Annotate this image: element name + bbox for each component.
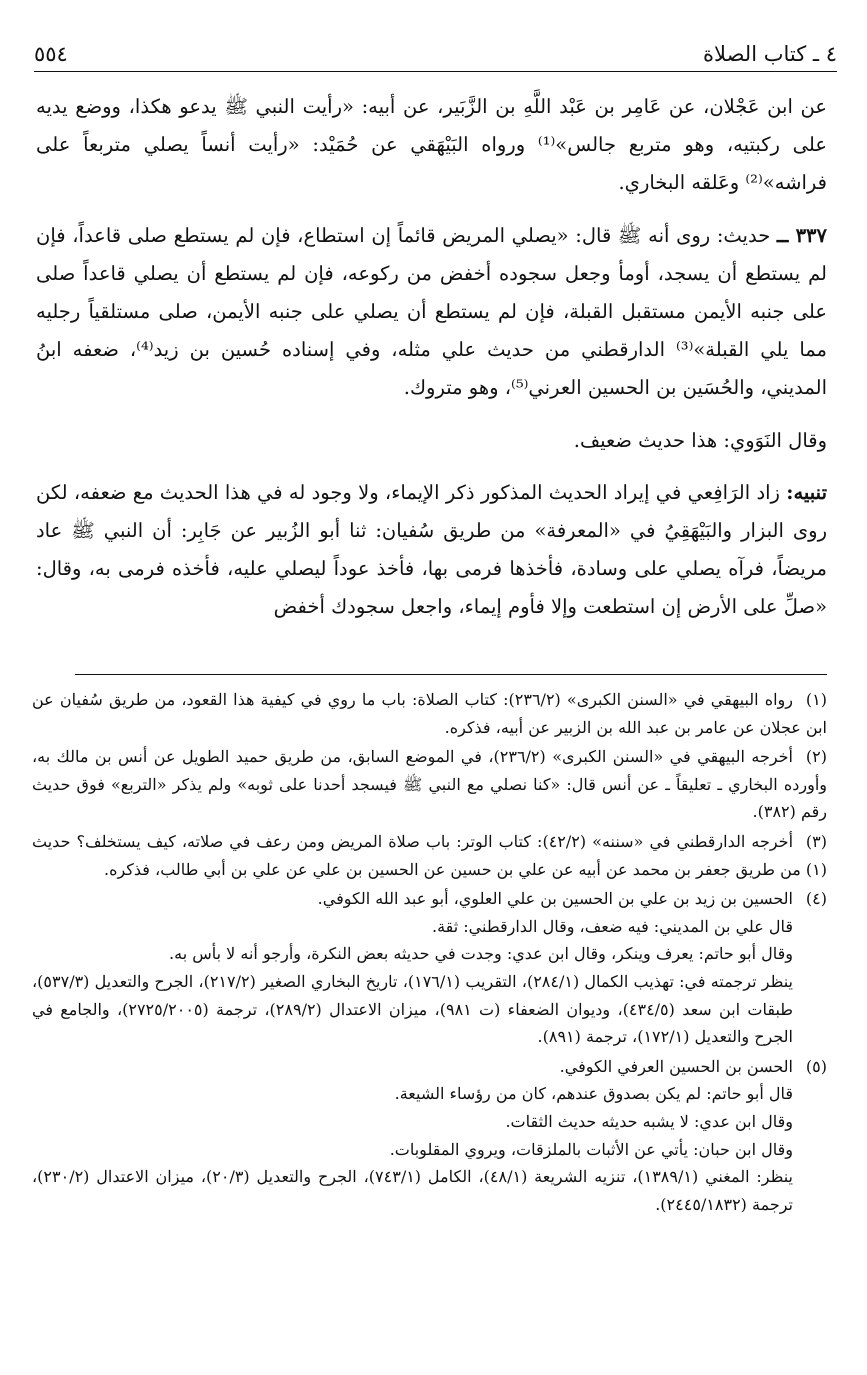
paragraph-text: حديث: روى أنه ﷺ قال: «يصلي المريض قائماً إن استطاع، فإن لم يستطع صلى قاعداً، فإن لم يستطع أن يسجد، أومأ وجعل سجوده أخفض من ركوعه، فإن لم يستطع أن يصلي قاعداً صلى على جنبه الأيمن مستقبل القبلة، فإن لم يستطع أن يصلي على جنبه الأيمن، صلى مستلقياً رجليه مما يلي القبلة»⁽³⁾ الدارقطني من حديث علي مثله، وفي إسناده حُسين بن زيد⁽⁴⁾، ضعفه ابنُ المديني، والحُسَين بن الحسين العرني⁽⁵⁾، وهو متروك. [36,223,828,400]
paragraph-note [36,474,827,627]
footnote-text: رواه البيهقي في «السنن الكبرى» (٢٣٦/٢): كتاب الصلاة: باب ما روي في كيفية هذا القعود، من طريق سُفيان عن ابن عجلان عن عامر بن عبد الله بن الزبير عن أبيه، فذكره. [32,690,827,737]
footnote-mark: (٥) [805,1056,827,1076]
running-title: ٤ ـ كتاب الصلاة [703,42,837,66]
footnote-line: وقال أبو حاتم: يعرف وينكر، وقال ابن عدي: وجدت في حديثه بعض النكرة، وأرجو أنه لا بأس به. [169,944,793,964]
footnote-line: قال أبو حاتم: لم يكن بصدوق عندهم، كان من رؤساء الشيعة. [394,1084,793,1104]
paragraph-text: عن ابن عَجْلان، عن عَامِر بن عَبْد اللَّهِ بن الزَّبَير، عن أبيه: «رأيت النبي ﷺ يدعو هكذا، ووضع يديه على ركبتيه، وهو متربع جالس»⁽¹⁾ ورواه البَيْهَقي عن حُمَيْد: «رأيت أنساً يصلي متربعاً على فراشه»⁽²⁾ وعَلقه البخاري. [36,95,827,195]
footnote-1 [32,686,827,741]
footnote-mark: (٢) [805,747,827,767]
paragraph-hadith-337 [36,217,827,408]
paragraph-1 [36,88,827,203]
footnote-divider [75,674,827,675]
note-lead: تنبيه: [786,480,827,504]
footnotes [32,686,827,1220]
footnote-text: الحسن بن الحسين العرفي الكوفي. [559,1056,793,1076]
footnote-line: وقال ابن عدي: لا يشبه حديثه حديث الثقات. [505,1111,793,1131]
footnote-4 [32,885,827,1051]
footnote-line: ينظر: المغني (١٣٨٩/١)، تنزيه الشريعة (٤٨/١)، الكامل (٧٤٣/١)، الجرح والتعديل (٢٠/٣)، ميزان الاعتدال (٢٣٠/٢)، ترجمة (٢٤٤٥/١٨٣٢). [32,1167,794,1214]
hadith-number: ٣٣٧ ــ [776,223,827,247]
footnote-line: وقال ابن حبان: يأتي عن الأثبات بالملزقات، ويروي المقلوبات. [389,1139,793,1159]
paragraph-text: زاد الرَافِعي في إيراد الحديث المذكور ذكر الإيماء، ولا وجود له في هذا الحديث مع ضعفه، لكن روى البزار والبَيْهَقِيُ في «المعرفة» من طريق سُفيان: ثنا أبو الزُبير عن جَابِر: أن النبي ﷺ عاد مريضاً، فرآه يصلي على وسادة، فأخذها فرمى بها، فأخذ عوداً ليصلي عليه، فأخذه فرمى به، وقال: «صلِّ على الأرض إن استطعت وإلا فأوم إيماء، واجعل سجودك أخفض [36,480,827,619]
main-text [36,88,827,627]
paragraph-3 [36,422,827,460]
footnote-text: أخرجه الدارقطني في «سننه» (٤٢/٢): كتاب الوتر: باب صلاة المريض ومن رعف في صلاته، كيف يستخلف؟ حديث (١) من طريق جعفر بن محمد عن أبيه عن علي بن حسين عن الحسين بن علي عن علي بن أبي طالب، فذكره. [32,831,827,879]
footnote-3 [32,828,827,883]
footnote-line: قال علي بن المديني: فيه ضعف، وقال الدارقطني: ثقة. [431,916,793,936]
paragraph-text: وقال النَوَوي: هذا حديث ضعيف. [573,428,827,452]
header-divider [34,71,837,72]
footnote-line: ينظر ترجمته في: تهذيب الكمال (٢٨٤/١)، التقريب (١٧٦/١)، تاريخ البخاري الصغير (٢١٧/٢)، الجرح والتعديل (٥٣٧/٣)، طبقات ابن سعد (٤٣٤/٥)، وديوان الضعفاء (ت ٩٨١)، ميزان الاعتدال (٢٨٩/٢)، ترجمة (٢٧٢٥/٢٠٠٥)، والجامع في الجرح والتعديل (١٧٢/١)، ترجمة (٨٩١). [32,971,794,1047]
footnote-text: الحسين بن زيد بن علي بن الحسين بن علي العلوي، أبو عبد الله الكوفي. [317,889,793,909]
footnote-5 [32,1053,827,1219]
footnote-mark: (٣) [805,831,828,851]
page-header [34,32,837,66]
page-number: ٥٥٤ [34,42,68,66]
footnote-text: أخرجه البيهقي في «السنن الكبرى» (٢٣٦/٢)، في الموضع السابق، من طريق حميد الطويل عن أنس بن مالك به، وأورده البخاري ـ تعليقاً ـ عن أنس قال: «كنا نصلي مع النبي ﷺ فيسجد أحدنا على ثوبه» ولم يذكر «التربع» فوق حديث رقم (٣٨٢). [32,747,827,822]
footnote-mark: (٤) [805,889,827,909]
footnote-mark: (١) [805,690,827,709]
footnote-2 [32,743,827,826]
